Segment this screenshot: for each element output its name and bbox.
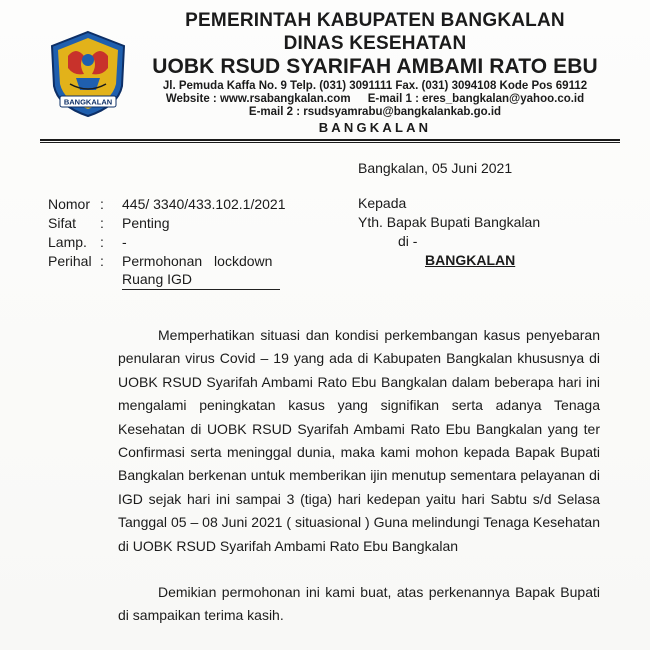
website-label: Website : <box>165 93 217 105</box>
letterhead-rule-thick <box>40 139 620 141</box>
recipient-kepada: Kepada <box>358 195 407 211</box>
meta-value: 445/ 3340/433.102.1/2021 <box>122 196 286 212</box>
meta-colon: : <box>100 196 104 212</box>
meta-colon: : <box>100 253 104 269</box>
letter-date: Bangkalan, 05 Juni 2021 <box>358 160 513 176</box>
address-line: Jl. Pemuda Kaffa No. 9 Telp. (031) 3091111 Fax. (031) 3094108 Kode Pos 69112 <box>162 80 588 92</box>
meta-colon: : <box>100 215 104 231</box>
email1-link[interactable]: eres_bangkalan@yahoo.co.id <box>422 93 585 105</box>
letter-body <box>118 324 600 628</box>
email2-label: E-mail 2 : <box>248 106 301 118</box>
email2-line <box>130 106 620 118</box>
meta-value: - <box>122 234 127 250</box>
body-paragraph-1: Memperhatikan situasi dan kondisi perkembangan kasus penyebaran penularan virus Covid – 19 yang ada di Kabupaten Bangkalan khususnya di UOBK RSUD Syarifah Ambami Rato Ebu Bangkalan dalam beberapa hari ini mengalami peningkatan kasus yang signifikan serta adanya Tenaga Kesehatan di UOBK RSUD Syarifah Ambami Rato Ebu Bangkalan yang ter Confirmasi serta meninggal dunia, maka kami mohon kepada Bapak Bupati Bangkalan berkenan untuk memberikan ijin menutup sementara pelayanan di IGD sejak hari ini sampai 3 (tiga) hari kedepan yaitu hari Sabtu s/d Selasa Tanggal 05 – 08 Juni 2021 ( situasional ) Guna melindungi Tenaga Kesehatan di UOBK RSUD Syarifah Ambami Rato Ebu Bangkalan <box>118 327 600 554</box>
meta-key: Sifat <box>48 215 77 231</box>
regency-emblem-logo <box>48 30 128 118</box>
website-link[interactable]: www.rsabangkalan.com <box>219 93 351 105</box>
perihal-underline <box>122 289 280 290</box>
recipient-city: BANGKALAN <box>425 252 516 268</box>
email1-label: E-mail 1 : <box>367 93 419 105</box>
meta-colon: : <box>100 234 104 250</box>
meta-key: Nomor <box>48 196 91 212</box>
letterhead-rule-thin <box>40 142 620 143</box>
meta-value: Penting <box>122 215 170 231</box>
government-name: PEMERINTAH KABUPATEN BANGKALAN <box>185 10 565 31</box>
meta-perihal-continued: Ruang IGD <box>122 271 193 287</box>
organization-name: UOBK RSUD SYARIFAH AMBAMI RATO EBU <box>152 55 598 78</box>
meta-key: Lamp. <box>48 234 87 250</box>
email2-link[interactable]: rsudsyamrabu@bangkalankab.go.id <box>303 106 502 118</box>
meta-key: Perihal <box>48 253 92 269</box>
meta-value: Permohonan lockdown <box>122 253 273 269</box>
logo-text: BANGKALAN <box>63 97 113 107</box>
department-name: DINAS KESEHATAN <box>283 33 467 54</box>
recipient-name: Yth. Bapak Bupati Bangkalan <box>358 214 541 230</box>
recipient-di: di - <box>398 233 418 249</box>
body-paragraph-2: Demikian permohonan ini kami buat, atas perkenannya Bapak Bupati di sampaikan terima kasih. <box>118 584 600 624</box>
letterhead-city: BANGKALAN <box>318 120 432 135</box>
contact-line <box>130 93 620 105</box>
